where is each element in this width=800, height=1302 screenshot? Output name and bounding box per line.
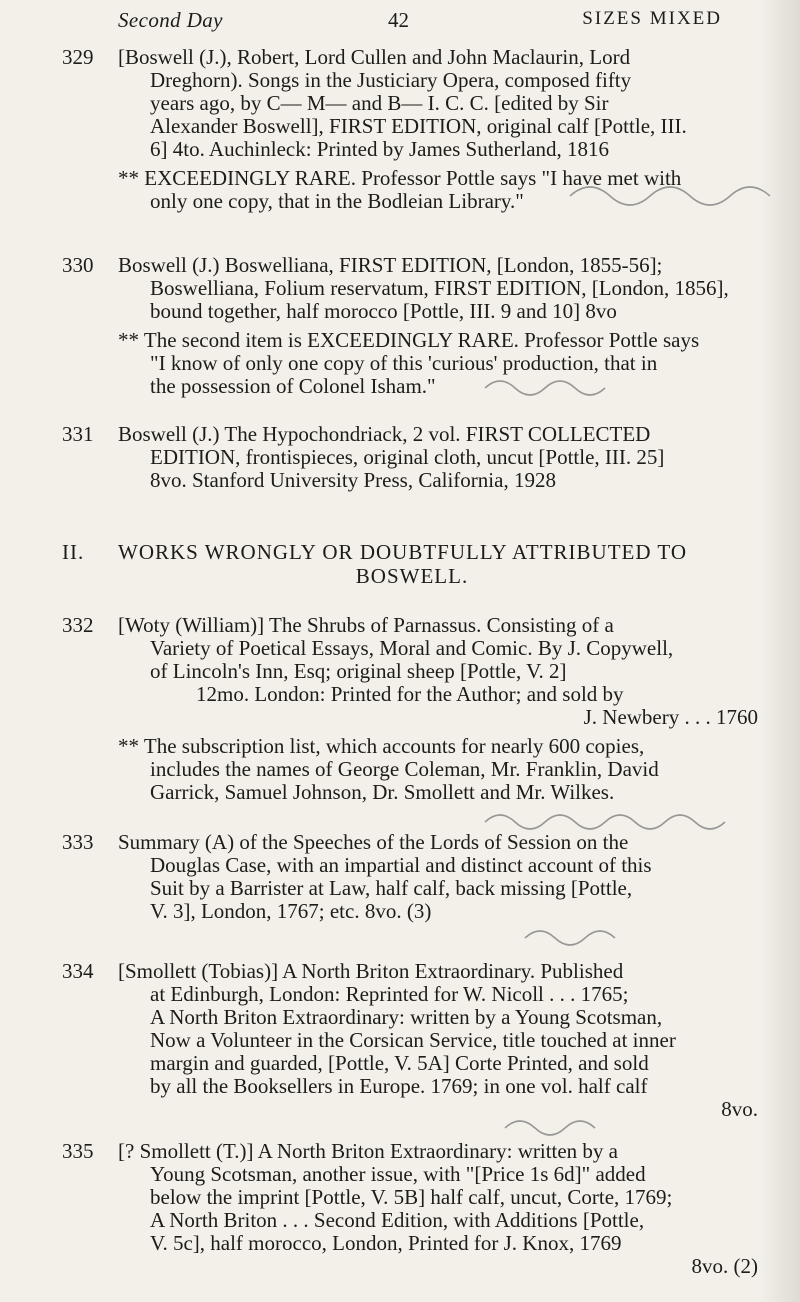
lot-line: bound together, half morocco [Pottle, III. 9 and 10] 8vo (150, 299, 617, 323)
lot-line: Dreghorn). Songs in the Justiciary Opera, composed fifty (150, 68, 632, 92)
lot-line: V. 3], London, 1767; etc. 8vo. (3) (150, 899, 432, 923)
lot-number: 335 (62, 1139, 94, 1163)
lot-note: includes the names of George Coleman, Mr. Franklin, David (150, 757, 659, 781)
running-head-section: SIZES MIXED (582, 8, 722, 29)
pencil-annotation-icon (480, 370, 620, 400)
lot-line: Now a Volunteer in the Corsican Service, title touched at inner (150, 1028, 676, 1052)
lot-line: J. Newbery . . . 1760 (583, 705, 758, 729)
lot-line: A North Briton Extraordinary: written by a Young Scotsman, (150, 1005, 663, 1029)
lot-line: Summary (A) of the Speeches of the Lords of Session on the (118, 830, 629, 854)
page-edge-shadow (760, 0, 800, 1302)
lot-line: 8vo. (2) (691, 1254, 758, 1278)
section-number: II. (62, 540, 85, 564)
lot-number: 333 (62, 830, 94, 854)
lot-line: years ago, by C— M— and B— I. C. C. [edited by Sir (150, 91, 609, 115)
pencil-annotation-icon (480, 804, 780, 834)
lot-number: 330 (62, 253, 94, 277)
lot-note: ** The subscription list, which accounts for nearly 600 copies, (118, 734, 645, 758)
lot-line: margin and guarded, [Pottle, V. 5A] Corte Printed, and sold (150, 1051, 649, 1075)
lot-line: at Edinburgh, London: Reprinted for W. Nicoll . . . 1765; (150, 982, 629, 1006)
lot-line: Boswelliana, Folium reservatum, FIRST EDITION, [London, 1856], (150, 276, 729, 300)
lot-line: [Smollett (Tobias)] A North Briton Extraordinary. Published (118, 959, 624, 983)
lot-line: Suit by a Barrister at Law, half calf, back missing [Pottle, (150, 876, 633, 900)
pencil-annotation-icon (500, 1110, 600, 1140)
lot-line: [? Smollett (T.)] A North Briton Extraordinary: written by a (118, 1139, 619, 1163)
lot-number: 334 (62, 959, 94, 983)
section-title-line: BOSWELL. (355, 564, 469, 588)
lot-number: 329 (62, 45, 94, 69)
lot-description (118, 423, 758, 492)
lot-line: below the imprint [Pottle, V. 5B] half calf, uncut, Corte, 1769; (150, 1185, 673, 1209)
lot-line: EDITION, frontispieces, original cloth, uncut [Pottle, III. 25] (150, 445, 665, 469)
lot-line: [Woty (William)] The Shrubs of Parnassus. Consisting of a (118, 613, 614, 637)
lot-description (118, 831, 758, 923)
lot-note: ** EXCEEDINGLY RARE. Professor Pottle says "I have met with (118, 166, 682, 190)
lot-description (118, 960, 758, 1121)
lot-line: 8vo. (721, 1097, 758, 1121)
pencil-annotation-icon (520, 920, 620, 950)
lot-line: 12mo. London: Printed for the Author; and sold by (196, 682, 624, 706)
lot-line: A North Briton . . . Second Edition, with Additions [Pottle, (150, 1208, 645, 1232)
lot-line: Boswell (J.) Boswelliana, FIRST EDITION, [London, 1855-56]; (118, 253, 663, 277)
lot-line: of Lincoln's Inn, Esq; original sheep [Pottle, V. 2] (150, 659, 567, 683)
lot-note: Garrick, Samuel Johnson, Dr. Smollett and Mr. Wilkes. (150, 780, 615, 804)
lot-line: 6] 4to. Auchinleck: Printed by James Sutherland, 1816 (150, 137, 610, 161)
lot-line: Young Scotsman, another issue, with "[Price 1s 6d]" added (150, 1162, 646, 1186)
lot-number: 332 (62, 613, 94, 637)
lot-line: V. 5c], half morocco, London, Printed for J. Knox, 1769 (150, 1231, 622, 1255)
lot-line: 8vo. Stanford University Press, California, 1928 (150, 468, 556, 492)
lot-note: only one copy, that in the Bodleian Library." (150, 189, 524, 213)
lot-note: the possession of Colonel Isham." (150, 374, 436, 398)
section-title-line: WORKS WRONGLY OR DOUBTFULLY ATTRIBUTED TO (118, 540, 687, 564)
lot-line: by all the Booksellers in Europe. 1769; in one vol. half calf (150, 1074, 648, 1098)
running-head-day: Second Day (118, 8, 223, 32)
lot-note: "I know of only one copy of this 'curious' production, that in (150, 351, 658, 375)
page-number: 42 (388, 8, 409, 32)
running-head (0, 8, 800, 38)
lot-line: Alexander Boswell], FIRST EDITION, original calf [Pottle, III. (150, 114, 687, 138)
lot-line: Variety of Poetical Essays, Moral and Comic. By J. Copywell, (150, 636, 674, 660)
lot-note: ** The second item is EXCEEDINGLY RARE. Professor Pottle says (118, 328, 700, 352)
lot-line: Douglas Case, with an impartial and distinct account of this (150, 853, 652, 877)
lot-description (118, 1140, 758, 1278)
lot-description (118, 614, 758, 804)
lot-line: Boswell (J.) The Hypochondriack, 2 vol. FIRST COLLECTED (118, 422, 651, 446)
lot-number: 331 (62, 422, 94, 446)
lot-description (118, 254, 758, 398)
lot-line: [Boswell (J.), Robert, Lord Cullen and John Maclaurin, Lord (118, 45, 631, 69)
